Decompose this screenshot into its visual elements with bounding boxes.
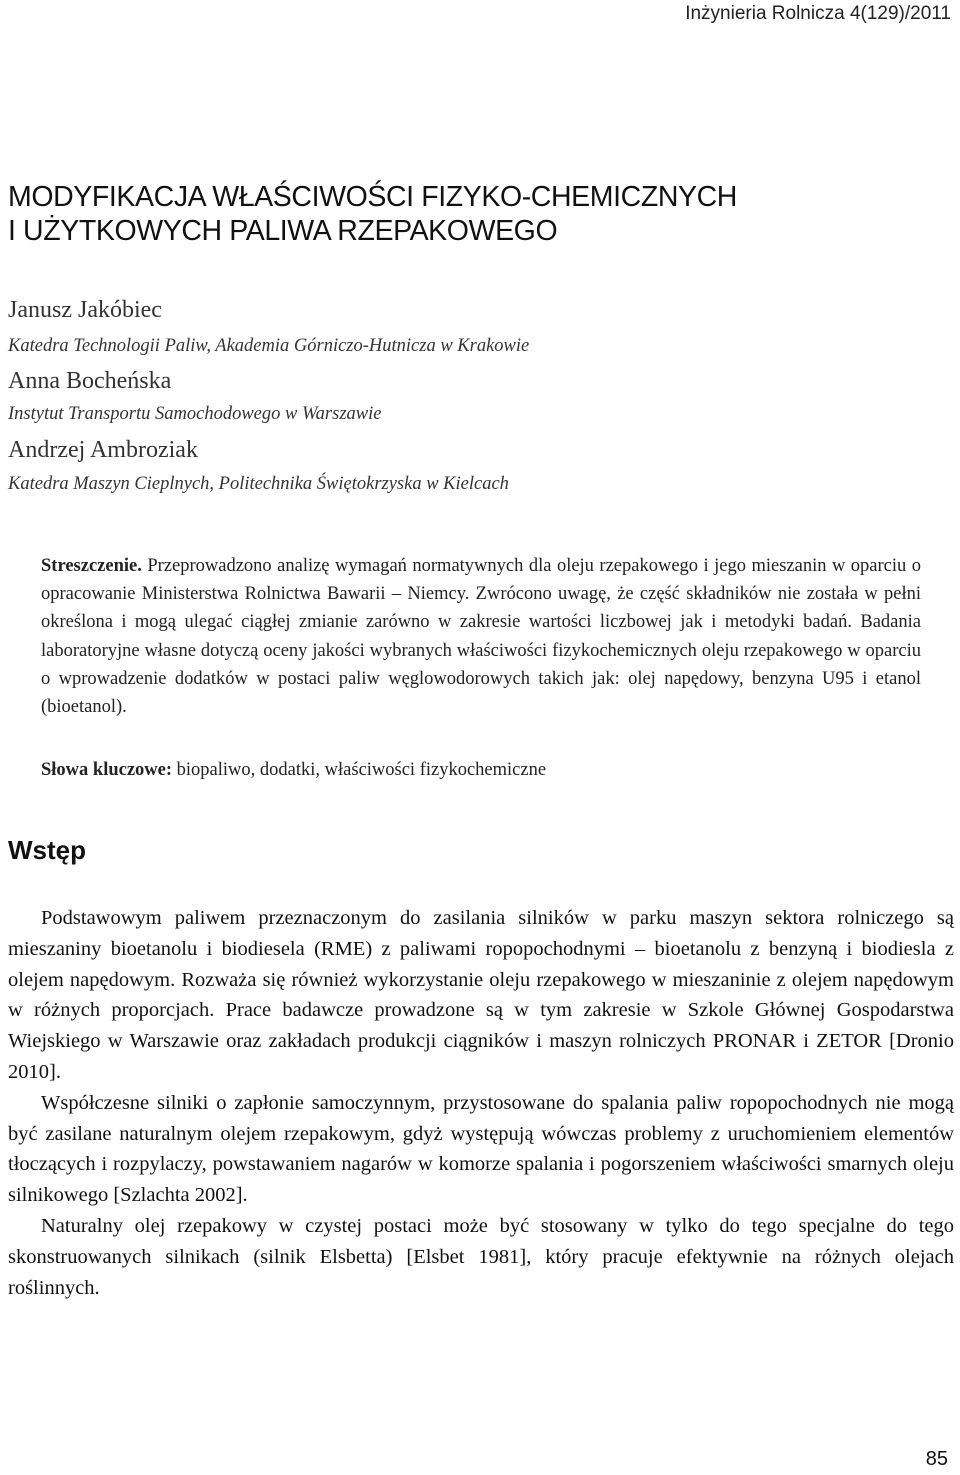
page-number: 85 <box>925 1448 948 1470</box>
running-head: Inżynieria Rolnicza 4(129)/2011 <box>685 3 951 24</box>
abstract-text: Przeprowadzono analizę wymagań normatywnych dla oleju rzepakowego i jego mieszanin w oparciu o opracowanie Ministerstwa Rolnictwa Bawarii – Niemcy. Zwrócono uwagę, że część składników nie została w pełni określona i mogą ulegać ciągłej zmianie zarówno w zakresie wartości liczbowej jak i metodyki badań. Badania laboratoryjne własne dotyczą oceny jakości wybranych właściwości fizykochemicznych oleju rzepakowego w oparciu o wprowadzenie dodatków w postaci paliw węglowodorowych takich jak: olej napędowy, benzyna U95 i etanol (bioetanol). <box>41 556 921 718</box>
author-affiliation: Instytut Transportu Samochodowego w Warszawie <box>8 404 382 424</box>
body-paragraph: Podstawowym paliwem przeznaczonym do zasilania silników w parku maszyn sektora rolniczego są mieszaniny bioetanolu i biodiesela (RME) z paliwami ropopochodnymi – bioetanolu z benzyną i biodiesla z olejem napędowym. Rozważa się również wykorzystanie oleju rzepakowego w mieszaninie z olejem napędowym w różnych proporcjach. Prace badawcze prowadzone są w tym zakresie w Szkole Głównej Gospodarstwa Wiejskiego w Warszawie oraz zakładach produkcji ciągników i maszyn rolniczych PRONAR i ZETOR [Dronio 2010]. <box>8 907 954 1083</box>
abstract <box>41 552 921 721</box>
paper-title <box>8 180 737 248</box>
section-body <box>8 903 954 1303</box>
section-heading: Wstęp <box>8 835 86 865</box>
title-line-2: I UŻYTKOWYCH PALIWA RZEPAKOWEGO <box>8 215 558 247</box>
keywords-text: biopaliwo, dodatki, właściwości fizykochemiczne <box>176 760 547 780</box>
author-name: Anna Bocheńska <box>8 368 172 394</box>
author-affiliation: Katedra Technologii Paliw, Akademia Górniczo-Hutnicza w Krakowie <box>8 336 530 356</box>
author-name: Andrzej Ambroziak <box>8 437 198 463</box>
body-paragraph: Współczesne silniki o zapłonie samoczynnym, przystosowane do spalania paliw ropopochodnych nie mogą być zasilane naturalnym olejem rzepakowym, gdyż występują wówczas problemy z uruchomieniem elementów tłoczących i rozpylaczy, powstawaniem nagarów w komorze spalania i pogorszeniem właściwości smarnych oleju silnikowego [Szlachta 2002]. <box>8 1091 954 1207</box>
keywords-label: Słowa kluczowe: <box>41 760 173 780</box>
body-paragraph: Naturalny olej rzepakowy w czystej postaci może być stosowany w tylko do tego specjalne do tego skonstruowanych silnikach (silnik Elsbetta) [Elsbet 1981], który pracuje efektywnie na różnych olejach roślinnych. <box>8 1214 954 1299</box>
author-name: Janusz Jakóbiec <box>8 297 162 323</box>
keywords <box>41 760 546 781</box>
author-affiliation: Katedra Maszyn Cieplnych, Politechnika Świętokrzyska w Kielcach <box>8 474 509 494</box>
abstract-label: Streszczenie. <box>41 556 142 576</box>
title-line-1: MODYFIKACJA WŁAŚCIWOŚCI FIZYKO-CHEMICZNYCH <box>8 181 737 213</box>
